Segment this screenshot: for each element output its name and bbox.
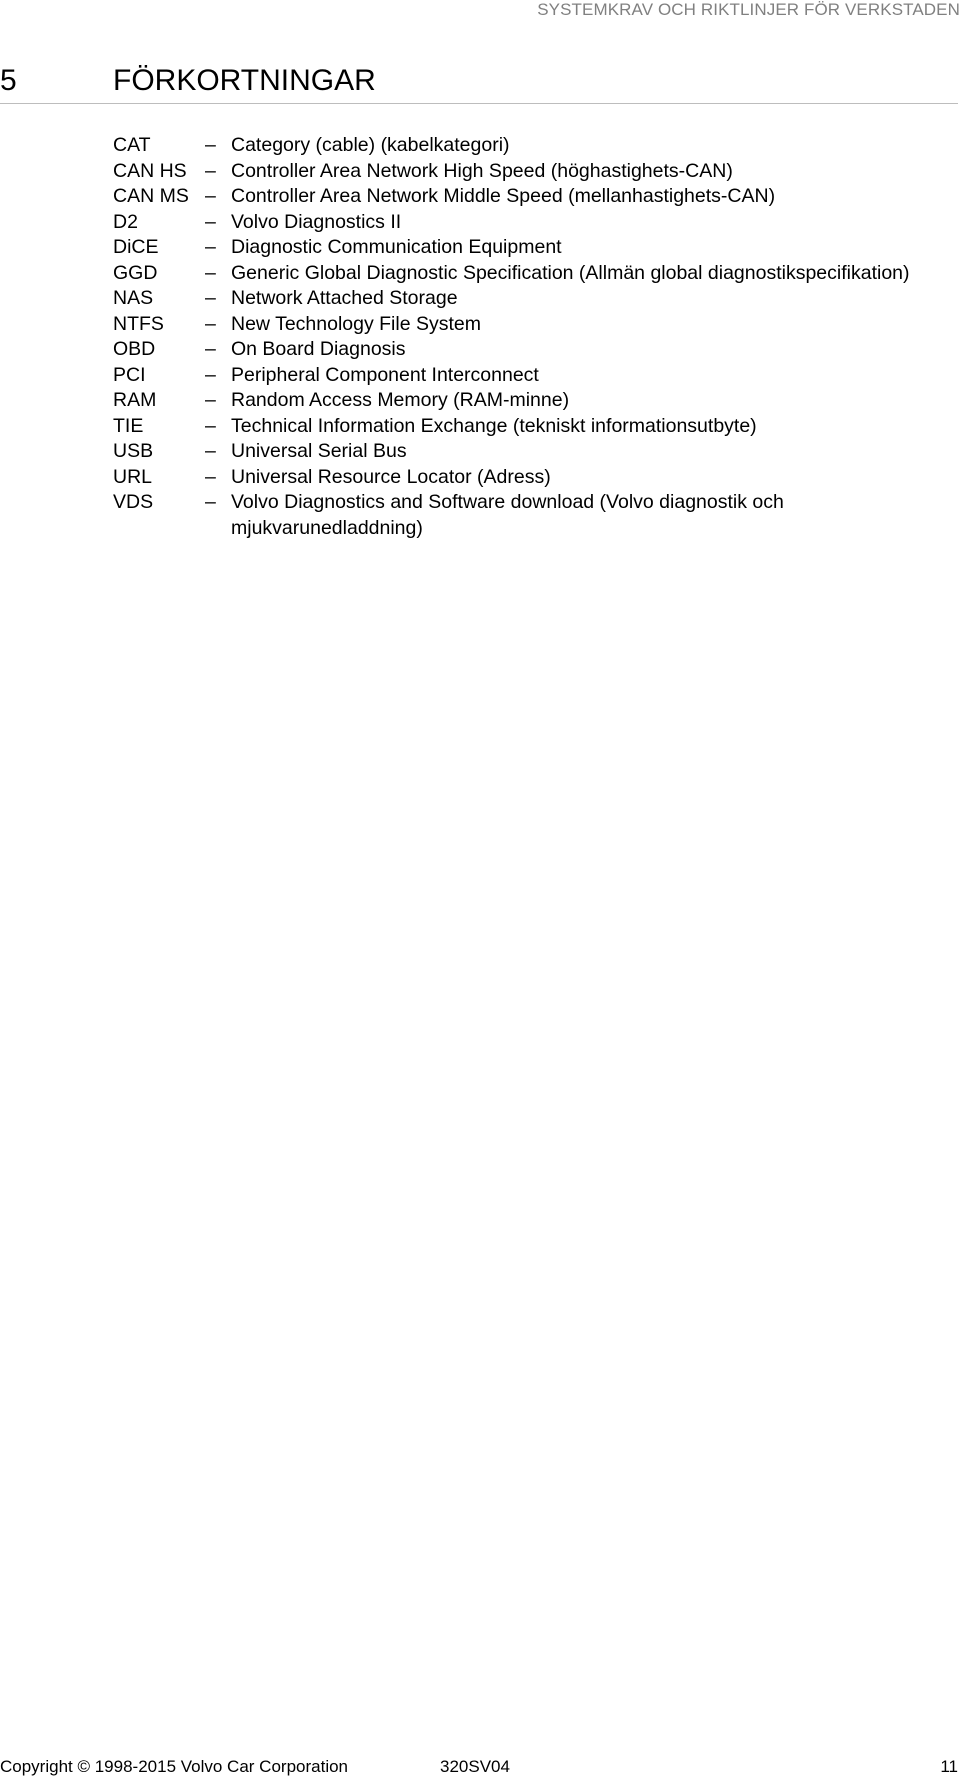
- abbreviation-term: CAN HS: [113, 159, 187, 182]
- abbreviation-definition: Category (cable) (kabelkategori): [231, 134, 510, 156]
- abbreviation-term: RAM: [113, 389, 157, 411]
- section-heading: [0, 63, 958, 104]
- running-header: SYSTEMKRAV OCH RIKTLINJER FÖR VERKSTADEN: [537, 0, 960, 19]
- abbreviation-term: OBD: [113, 338, 156, 360]
- section-number: 5: [0, 64, 17, 97]
- abbreviation-definition: On Board Diagnosis: [231, 338, 406, 360]
- abbreviation-dash: –: [205, 287, 216, 309]
- abbreviation-definition: Network Attached Storage: [231, 287, 458, 309]
- abbreviation-term: GGD: [113, 261, 158, 284]
- abbreviation-dash: –: [205, 210, 216, 233]
- abbreviation-dash: –: [205, 134, 216, 156]
- abbreviation-definition: Random Access Memory (RAM-minne): [231, 389, 570, 411]
- abbreviation-definition: Volvo Diagnostics II: [231, 210, 402, 233]
- abbreviation-dash: –: [205, 363, 216, 386]
- abbreviation-term: USB: [113, 440, 154, 462]
- abbreviation-dash: –: [205, 491, 216, 513]
- abbreviation-row-can-ms: [113, 184, 953, 210]
- abbreviation-term: VDS: [113, 491, 154, 513]
- abbreviation-list: [113, 133, 953, 541]
- abbreviation-definition: New Technology File System: [231, 312, 481, 335]
- abbreviation-definition: Technical Information Exchange (tekniskt informationsutbyte): [231, 414, 757, 437]
- abbreviation-dash: –: [205, 389, 216, 411]
- abbreviation-dash: –: [205, 159, 216, 182]
- abbreviation-term: NTFS: [113, 312, 164, 335]
- abbreviation-row-ggd: [113, 261, 953, 287]
- abbreviation-dash: –: [205, 465, 216, 488]
- abbreviation-row-tie: [113, 414, 953, 440]
- abbreviation-dash: –: [205, 261, 216, 284]
- abbreviation-term: URL: [113, 465, 153, 488]
- abbreviation-row-cat: [113, 133, 953, 159]
- footer-document-id: 320SV04: [440, 1757, 510, 1776]
- abbreviation-dash: –: [205, 338, 216, 360]
- abbreviation-row-ram: [113, 388, 953, 414]
- abbreviation-dash: –: [205, 185, 216, 207]
- abbreviation-term: PCI: [113, 363, 146, 386]
- abbreviation-row-nas: [113, 286, 953, 312]
- abbreviation-row-vds: [113, 490, 953, 541]
- abbreviation-definition: Universal Serial Bus: [231, 440, 407, 462]
- abbreviation-definition: Diagnostic Communication Equipment: [231, 236, 562, 258]
- footer-page-number: 11: [940, 1757, 958, 1776]
- abbreviation-dash: –: [205, 312, 216, 335]
- abbreviation-row-ntfs: [113, 312, 953, 338]
- abbreviation-dash: –: [205, 236, 216, 258]
- abbreviation-definition: Volvo Diagnostics and Software download (Volvo diagnostik och mjukvarunedladdning): [231, 491, 784, 539]
- abbreviation-definition: Generic Global Diagnostic Specification (Allmän global diagnostikspecifikation): [231, 261, 910, 284]
- abbreviation-definition: Controller Area Network High Speed (höghastighets-CAN): [231, 159, 733, 182]
- abbreviation-term: CAT: [113, 134, 151, 156]
- abbreviation-term: NAS: [113, 287, 154, 309]
- abbreviation-definition: Peripheral Component Interconnect: [231, 363, 539, 386]
- abbreviation-row-url: [113, 465, 953, 491]
- section-title: FÖRKORTNINGAR: [113, 64, 376, 97]
- abbreviation-row-obd: [113, 337, 953, 363]
- abbreviation-definition: Controller Area Network Middle Speed (mellanhastighets-CAN): [231, 185, 776, 207]
- abbreviation-row-d2: [113, 210, 953, 236]
- abbreviation-term: CAN MS: [113, 185, 189, 207]
- abbreviation-term: DiCE: [113, 236, 159, 258]
- abbreviation-row-dice: [113, 235, 953, 261]
- abbreviation-term: TIE: [113, 414, 144, 437]
- footer-copyright: Copyright © 1998-2015 Volvo Car Corporation: [0, 1757, 349, 1776]
- abbreviation-row-usb: [113, 439, 953, 465]
- abbreviation-term: D2: [113, 210, 138, 233]
- abbreviation-row-can-hs: [113, 159, 953, 185]
- abbreviation-dash: –: [205, 440, 216, 462]
- abbreviation-dash: –: [205, 414, 216, 437]
- abbreviation-definition: Universal Resource Locator (Adress): [231, 465, 551, 488]
- abbreviation-row-pci: [113, 363, 953, 389]
